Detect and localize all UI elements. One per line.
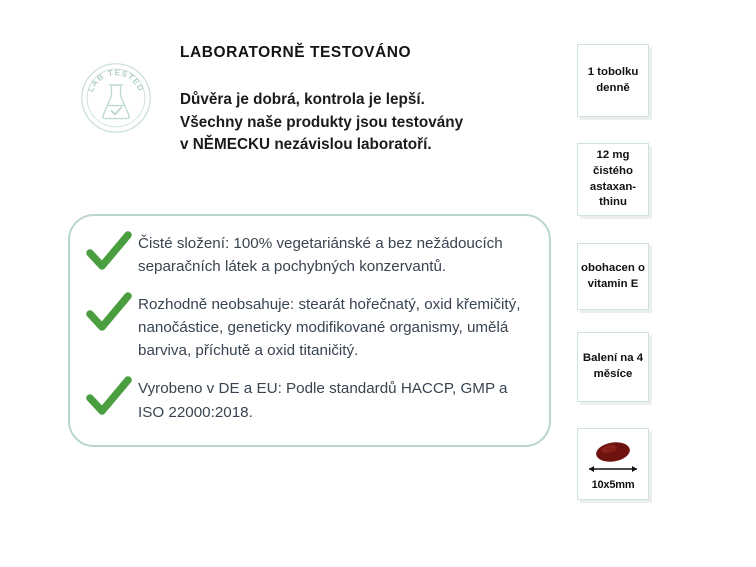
fact-box-vitamin-e	[577, 243, 649, 310]
claim-text: Rozhodně neobsahuje: stearát hořečnatý, oxid křemičitý, nanočástice, geneticky modifikované organismy, umělá barviva, příchutě a oxid titaničitý.	[138, 296, 521, 360]
fact-box-label: 12 mg čistého astaxan-thinu	[589, 149, 637, 209]
softgel-capsule-icon	[582, 440, 644, 478]
fact-box-capsule-size	[577, 428, 649, 500]
fact-box-supply-duration	[577, 332, 649, 402]
list-item	[86, 289, 535, 362]
claim-text: Čisté složení: 100% vegetariánské a bez nežádoucích separačních látek a pochybných konzervantů.	[138, 235, 503, 276]
claim-text: Vyrobeno v DE a EU: Podle standardů HACCP, GMP a ISO 22000:2018.	[138, 380, 508, 421]
header-lede	[180, 89, 550, 158]
fact-box-dosage	[577, 44, 649, 117]
lede-line-3: v NĚMECKU nezávislou laboratoří.	[180, 136, 432, 154]
lede-line-2: Všechny naše produkty jsou testovány	[180, 113, 464, 131]
capsule-size-label: 10x5mm	[591, 478, 635, 491]
fact-box-label: obohacen o vitamin E	[581, 261, 645, 290]
header-section	[0, 30, 560, 180]
fact-box-label: Balení na 4 měsíce	[582, 352, 644, 380]
check-icon	[86, 291, 132, 335]
check-icon	[86, 375, 132, 419]
lab-tested-badge	[78, 60, 154, 136]
check-icon	[86, 230, 132, 274]
lab-tested-flask-badge-icon	[78, 60, 154, 136]
lede-line-1: Důvěra je dobrá, kontrola je lepší.	[180, 90, 425, 108]
claims-list	[86, 228, 535, 424]
list-item	[86, 228, 535, 278]
page-title: LABORATORNĚ TESTOVÁNO	[180, 44, 412, 61]
header-text-block	[180, 44, 550, 157]
claims-card	[68, 214, 551, 447]
fact-box-astaxanthin-amount	[577, 143, 649, 216]
capsule-size-graphic	[582, 438, 644, 491]
fact-box-label: 1 tobolku denně	[587, 65, 639, 94]
list-item	[86, 373, 535, 423]
svg-text:LAB TESTED: LAB TESTED	[86, 68, 146, 94]
